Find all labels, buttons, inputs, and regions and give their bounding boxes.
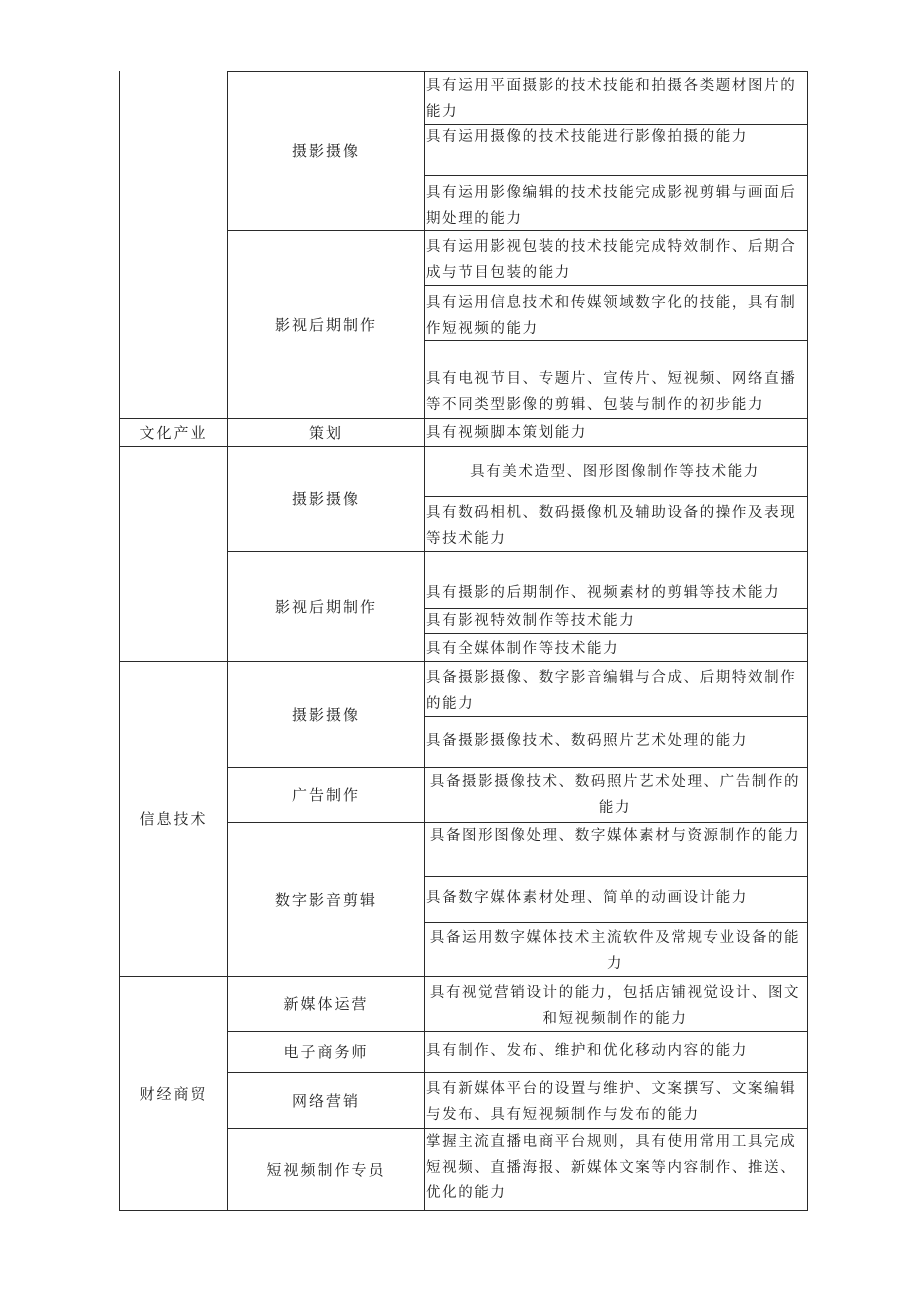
ability-item: 具有运用影视包装的技术技能完成特效制作、后期合成与节目包装的能力 [426,239,797,281]
ability-item: 掌握主流直播电商平台规则，具有使用常用工具完成短视频、直播海报、新媒体文案等内容制作、推送、优化的能力 [426,1134,797,1201]
ability-item: 具备摄影摄像技术、数码照片艺术处理的能力 [426,733,748,749]
ability-item: 具有运用平面摄影的技术技能和拍摄各类题材图片的能力 [426,78,797,120]
ability-item: 具有视频脚本策划能力 [426,425,587,441]
ability-item: 具有视觉营销设计的能力，包括店铺视觉设计、图文和短视频制作的能力 [429,985,801,1027]
table-divider-sub [424,71,425,1211]
row-divider [424,496,808,497]
table-border-bottom [119,1210,808,1211]
ability-item: 具有摄影的后期制作、视频素材的剪辑等技术能力 [426,585,781,601]
ability-item: 具备运用数字媒体技术主流软件及常规专业设备的能力 [429,930,801,972]
category-cell: 信息技术 [139,810,208,828]
sub-category-cell: 策划 [308,423,343,442]
row-divider [424,876,808,877]
ability-item: 具有全媒体制作等技术能力 [426,641,620,657]
ability-item: 具有运用影像编辑的技术技能完成影视剪辑与画面后期处理的能力 [426,185,797,227]
ability-item: 具有新媒体平台的设置与维护、文案撰写、文案编辑与发布、具有短视频制作与发布的能力 [426,1081,797,1123]
table-border-right [807,71,808,1211]
sub-category-cell: 摄影摄像 [291,142,360,160]
sub-category-cell: 短视频制作专员 [266,1160,386,1179]
sub-category-cell: 新媒体运营 [283,995,369,1013]
sub-category-cell: 电子商务师 [283,1043,369,1061]
sub-category-cell: 数字影音剪辑 [274,890,377,909]
row-divider [424,922,808,923]
category-cell: 财经商贸 [139,1084,208,1103]
sub-category-cell: 广告制作 [291,786,360,804]
ability-item: 具有电视节目、专题片、宣传片、短视频、网络直播等不同类型影像的剪辑、包装与制作的初步能力 [426,371,797,413]
row-divider [424,175,808,176]
ability-item: 具有数码相机、数码摄像机及辅助设备的操作及表现等技术能力 [426,505,797,547]
ability-item: 具有运用摄像的技术技能进行影像拍摄的能力 [426,129,748,145]
sub-category-cell: 摄影摄像 [291,490,360,508]
ability-item: 具有美术造型、图形图像制作等技术能力 [470,464,760,480]
ability-item: 具有运用信息技术和传媒领域数字化的技能，具有制作短视频的能力 [426,295,797,337]
ability-item: 具备数字媒体素材处理、简单的动画设计能力 [426,890,748,906]
row-divider [424,340,808,341]
sub-category-cell: 网络营销 [291,1091,360,1110]
sub-category-cell: 影视后期制作 [274,315,377,334]
ability-item: 具备图形图像处理、数字媒体素材与资源制作的能力 [429,828,801,844]
sub-category-cell: 摄影摄像 [291,705,360,724]
ability-item: 具备摄影摄像、数字影音编辑与合成、后期特效制作的能力 [426,670,797,712]
ability-item: 具有影视特效制作等技术能力 [426,613,636,629]
ability-item: 具备摄影摄像技术、数码照片艺术处理、广告制作的能力 [429,774,801,816]
sub-category-cell: 影视后期制作 [274,597,377,616]
ability-item: 具有制作、发布、维护和优化移动内容的能力 [426,1043,748,1059]
category-cell: 文化产业 [139,423,208,442]
